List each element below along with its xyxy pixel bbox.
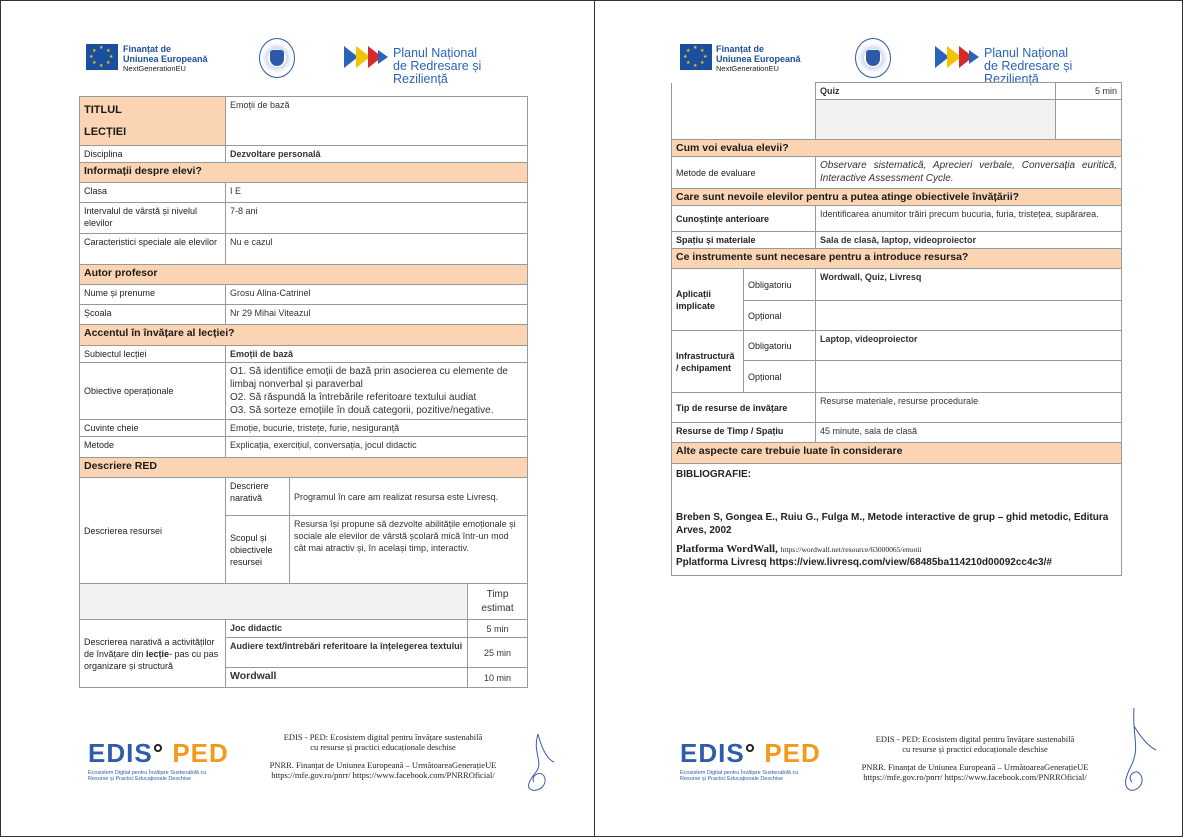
varsta-label: Intervalul de vârstă și nivelul elevilor	[80, 203, 226, 234]
quiz-name: Quiz	[816, 83, 1056, 100]
pnrr-logo-icon	[935, 46, 979, 68]
scopul-label: Scopul și obiectivele resursei	[226, 516, 290, 584]
page-footer	[680, 732, 1150, 792]
aplicatii-obligatoriu-value: Wordwall, Quiz, Livresq	[816, 269, 1122, 301]
infra-optional-value	[816, 361, 1122, 393]
pnrr-title: Planul Național de Redresare și Reziliență	[393, 46, 482, 86]
cuvinte-label: Cuvinte cheie	[80, 420, 226, 437]
edis-ped-logo: EDIS° PED	[88, 738, 229, 768]
section-accent: Accentul în învățare al lecției?	[80, 325, 528, 346]
infra-obligatoriu-value: Laptop, videoproiector	[816, 331, 1122, 361]
government-seal-icon	[855, 38, 891, 78]
titlu-label: TITLUL LECȚIEI	[80, 97, 226, 146]
caracteristici-label: Caracteristici speciale ale elevilor	[80, 234, 226, 265]
subiect-value: Emoții de bază	[226, 346, 528, 363]
tip-value: Resurse materiale, resurse procedurale	[816, 393, 1122, 423]
government-seal-icon	[259, 38, 295, 78]
page-header	[680, 38, 1130, 86]
infra-obligatoriu-label: Obligatoriu	[744, 331, 816, 361]
metode-eval-label: Metode de evaluare	[672, 157, 816, 189]
activity-time-3: 10 min	[468, 668, 528, 688]
page-2	[595, 0, 1183, 837]
spatiu-value: Sala de clasă, laptop, videoproiector	[816, 232, 1122, 249]
varsta-value: 7-8 ani	[226, 203, 528, 234]
scoala-label: Școala	[80, 305, 226, 325]
section-nevoi: Care sunt nevoile elevilor pentru a putea atinge obiectivele învățării?	[672, 189, 1122, 206]
eu-funding-text: Finanțat de Uniunea Europeană NextGenerationEU	[123, 44, 208, 73]
eu-flag-icon: ★ ★ ★ ★ ★ ★ ★ ★	[86, 44, 118, 70]
bibliografie-title: BIBLIOGRAFIE:	[676, 469, 751, 480]
disciplina-value: Dezvoltare personală	[226, 146, 528, 163]
section-autor: Autor profesor	[80, 265, 528, 285]
edis-ped-logo: EDIS° PED	[680, 738, 821, 768]
metode-eval-value: Observare sistematică, Aprecieri verbale, Conversația euritică, Interactive Assessment Cycle.	[816, 157, 1122, 189]
cunostinte-value: Identificarea anumitor trăiri precum bucuria, furia, tristețea, supărarea.	[816, 206, 1122, 232]
metode-label: Metode	[80, 437, 226, 458]
aplicatii-optional-label: Opțional	[744, 301, 816, 331]
aplicatii-obligatoriu-label: Obligatoriu	[744, 269, 816, 301]
nume-label: Nume și prenume	[80, 285, 226, 305]
activity-time-1: 5 min	[468, 620, 528, 638]
section-red: Descriere RED	[80, 458, 528, 478]
caracteristici-value: Nu e cazul	[226, 234, 528, 265]
cuvinte-value: Emoție, bucurie, tristețe, furie, nesiguranță	[226, 420, 528, 437]
timp-spacer	[80, 584, 468, 620]
page-header	[86, 38, 536, 86]
bibliografie-cell	[672, 464, 1122, 576]
edis-ped-subtitle: Ecosistem Digital pentru Învățare Sustenabilă cu Resurse și Practici Educaționale Deschise	[88, 770, 207, 782]
descrierea-label: Descrierea resursei	[80, 478, 226, 584]
resurse-timp-value: 45 minute, sala de clasă	[816, 423, 1122, 443]
activity-name-2: Audiere text/întrebări referitoare la înțelegerea textului	[226, 638, 468, 668]
lesson-table-continued	[671, 82, 1122, 576]
bibliografie-item-2: Platforma WordWall, https://wordwall.net/resource/63000065/emotii	[676, 543, 922, 555]
quiz-blank	[816, 100, 1056, 140]
scoala-value: Nr 29 Mihai Viteazul	[226, 305, 528, 325]
subiect-label: Subiectul lecției	[80, 346, 226, 363]
narativa-label: Descriere narativă	[226, 478, 290, 516]
activitati-label: Descrierea narativă a activităților de învățare din lecție- pas cu pas organizare și structură	[80, 620, 226, 688]
bibliografie-item-3: Pplatforma Livresq https://view.livresq.com/view/68485ba114210d00092cc4c3/#	[676, 557, 1052, 568]
footer-text: EDIS - PED: Ecosistem digital pentru învățare sustenabilă cu resurse și practici educaționale deschise PNRR. Finanțat de Uniunea Europeană – UrmătoareaGenerațieUE https://mfe.gov.ro/pnrr/ https://www.facebook.com/PNRROficial/	[861, 734, 1089, 782]
aplicatii-label: Aplicații implicate	[672, 269, 744, 331]
section-evaluare: Cum voi evalua elevii?	[672, 140, 1122, 157]
titlu-value: Emoții de bază	[226, 97, 528, 146]
section-elevi: Informații despre elevi?	[80, 163, 528, 183]
tip-label: Tip de resurse de învățare	[672, 393, 816, 423]
activity-name-1: Joc didactic	[226, 620, 468, 638]
narativa-value: Programul în care am realizat resursa este Livresq.	[290, 478, 528, 516]
pnrr-title: Planul Național de Redresare și Reziliență	[984, 46, 1073, 86]
obiective-label: Obiective operaționale	[80, 363, 226, 420]
cunostinte-label: Cunoștințe anterioare	[672, 206, 816, 232]
timp-header: Timp estimat	[468, 584, 528, 620]
clasa-value: I E	[226, 183, 528, 203]
signature-icon	[1110, 706, 1158, 796]
activity-time-2: 25 min	[468, 638, 528, 668]
quiz-spacer	[672, 83, 816, 140]
activity-name-3: Wordwall	[226, 668, 468, 688]
infra-optional-label: Opțional	[744, 361, 816, 393]
clasa-label: Clasa	[80, 183, 226, 203]
pnrr-logo-icon	[344, 46, 388, 68]
nume-value: Grosu Alina-Catrinel	[226, 285, 528, 305]
quiz-time-blank	[1056, 100, 1122, 140]
obiective-value: O1. Să identifice emoții de bază prin asocierea cu elemente de limbaj nonverbal și paraverbal O2. Să răspundă la întrebările referitoare textului audiat O3. Să sorteze emoțiile în două categorii, pozitive/negative.	[226, 363, 528, 420]
disciplina-label: Disciplina	[80, 146, 226, 163]
footer-text: EDIS - PED: Ecosistem digital pentru învățare sustenabilă cu resurse și practici educaționale deschise PNRR. Finanțat de Uniunea Europeană – UrmătoareaGenerațieUE https://mfe.gov.ro/pnrr/ https://www.facebook.com/PNRROficial/	[269, 732, 497, 780]
edis-ped-subtitle: Ecosistem Digital pentru Învățare Sustenabilă cu Resurse și Practici Educaționale Deschise	[680, 770, 799, 782]
signature-icon	[518, 732, 558, 794]
lesson-table	[79, 96, 528, 688]
resurse-timp-label: Resurse de Timp / Spațiu	[672, 423, 816, 443]
eu-flag-icon: ★ ★ ★ ★ ★ ★ ★ ★	[680, 44, 712, 70]
quiz-time: 5 min	[1056, 83, 1122, 100]
aplicatii-optional-value	[816, 301, 1122, 331]
spatiu-label: Spațiu și materiale	[672, 232, 816, 249]
scopul-value: Resursa își propune să dezvolte abilitățile emoționale și sociale ale elevilor de vârstă școlară mică într-un mod cât mai atractiv și, în același timp, interactiv.	[290, 516, 528, 584]
bibliografie-item-1: Breben S, Gongea E., Ruiu G., Fulga M., Metode interactive de grup – ghid metodic, Editura Arves, 2002	[676, 512, 1109, 536]
infra-label: Infrastructură / echipament	[672, 331, 744, 393]
section-alte: Alte aspecte care trebuie luate în considerare	[672, 443, 1122, 464]
metode-value: Explicația, exercițiul, conversația, jocul didactic	[226, 437, 528, 458]
page-footer	[88, 732, 558, 792]
section-instrumente: Ce instrumente sunt necesare pentru a introduce resursa?	[672, 249, 1122, 269]
eu-funding-text: Finanțat de Uniunea Europeană NextGenerationEU	[716, 44, 801, 73]
